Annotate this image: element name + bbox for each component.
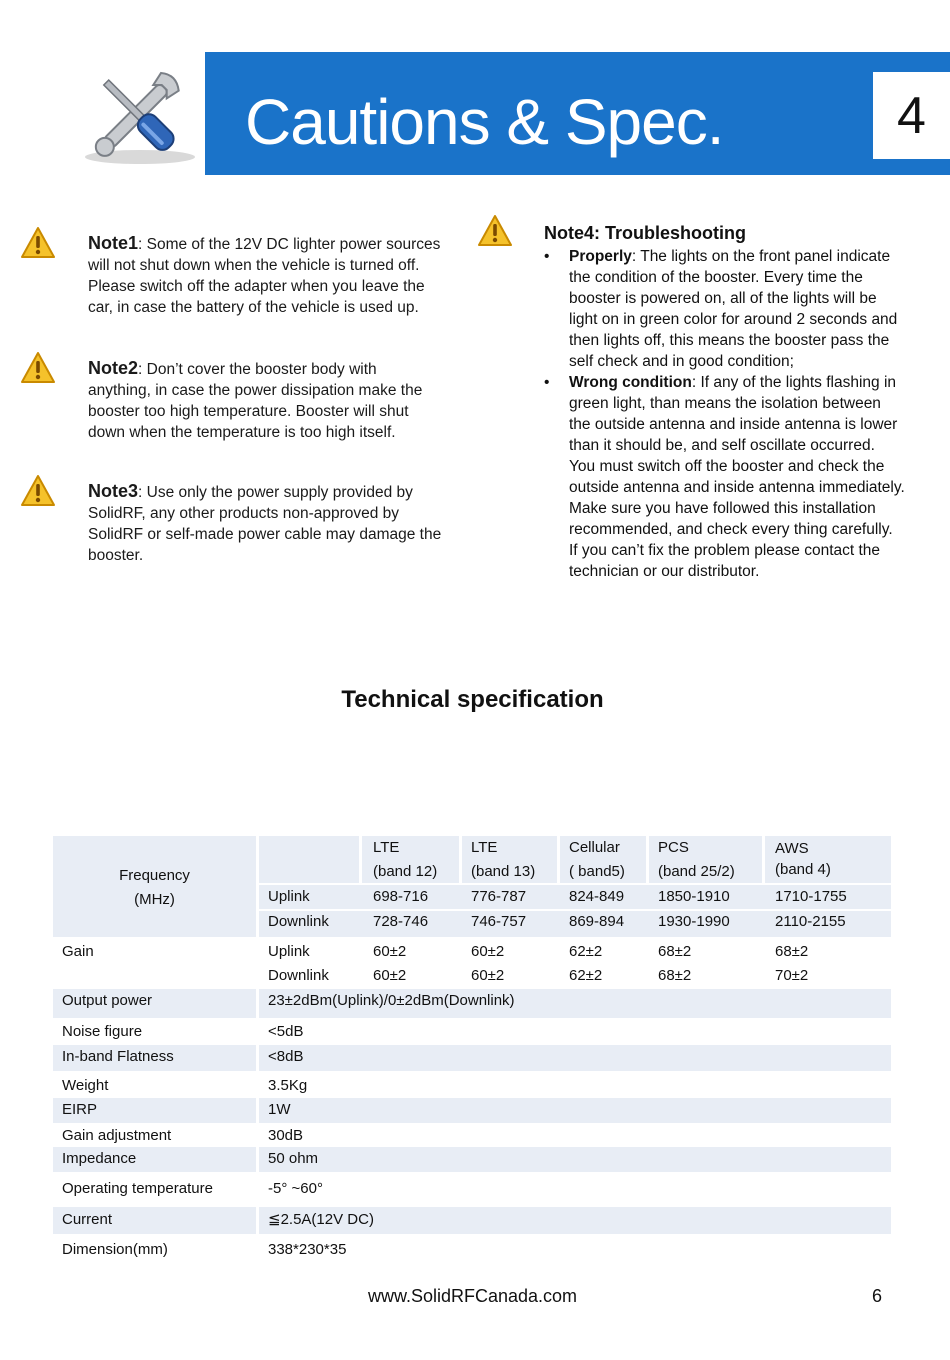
gain-value: 68±2 — [775, 943, 809, 960]
band-name: LTE — [373, 839, 400, 856]
note-line: SolidRF, any other products non-approved by — [88, 505, 400, 522]
note-line: booster too high temperature. Booster will shut — [88, 403, 409, 420]
note-line: Please switch off the adapter when you leave the — [88, 278, 425, 295]
note-text: : Don’t cover the booster body with — [138, 361, 377, 378]
page-number: 6 — [872, 1286, 883, 1306]
note-line: will not shut down when the vehicle is turned off. — [88, 257, 420, 274]
downlink-label: Downlink — [268, 913, 329, 930]
band-number: ( band5) — [569, 863, 625, 880]
bullet-line: green light, than means the isolation between — [569, 395, 881, 412]
band-number: (band 25/2) — [658, 863, 735, 880]
spec-value: <5dB — [268, 1023, 304, 1040]
spec-value: 30dB — [268, 1127, 304, 1144]
row-shade — [259, 1098, 891, 1123]
note-line: car, in case the battery of the vehicle is used up. — [88, 299, 419, 316]
bullet-line: the condition of the booster. Every time the — [569, 269, 863, 286]
bullet-line: outside antenna and inside antenna immediately. — [569, 479, 905, 496]
spec-label: Gain adjustment — [62, 1127, 172, 1144]
downlink-label: Downlink — [268, 967, 329, 984]
gain-value: 60±2 — [471, 967, 505, 984]
uplink-label: Uplink — [268, 888, 310, 905]
bullet-line: recommended, and check every thing carefully. — [569, 521, 893, 538]
spec-value: 23±2dBm(Uplink)/0±2dBm(Downlink) — [268, 992, 515, 1009]
bullet-line: Make sure you have followed this installation — [569, 500, 876, 517]
row-shade — [259, 1045, 891, 1071]
bullet-text: : If any of the lights flashing in — [691, 374, 897, 391]
spec-label: Output power — [62, 992, 153, 1009]
note-label: Note1 — [88, 233, 139, 253]
note-line: anything, in case the power dissipation make the — [88, 382, 423, 399]
bullet-icon: • — [544, 374, 550, 391]
spec-label: Dimension(mm) — [62, 1241, 168, 1258]
bullet-label: Wrong condition — [569, 374, 692, 391]
bullet-line: self check and in good condition; — [569, 353, 794, 370]
gain-value: 70±2 — [775, 967, 809, 984]
note-line: SolidRF or self-made power cable may damage the — [88, 526, 442, 543]
chapter-number: 4 — [897, 87, 926, 145]
spec-value: 3.5Kg — [268, 1077, 308, 1094]
gain-value: 68±2 — [658, 967, 692, 984]
downlink-freq: 1930-1990 — [658, 913, 730, 930]
page-title: Cautions & Spec. — [245, 86, 724, 158]
bullet-line: booster is powered on, all of the lights will be — [569, 290, 877, 307]
band-number: (band 12) — [373, 863, 438, 880]
row-shade — [259, 1147, 891, 1172]
uplink-freq: 776-787 — [471, 888, 527, 905]
spec-label: In-band Flatness — [62, 1048, 174, 1065]
downlink-freq: 728-746 — [373, 913, 429, 930]
spec-value: -5° ~60° — [268, 1180, 323, 1197]
note-label: Note2 — [88, 358, 139, 378]
band-name: LTE — [471, 839, 498, 856]
spec-value: 338*230*35 — [268, 1241, 347, 1258]
band-name: Cellular — [569, 839, 620, 856]
gain-value: 62±2 — [569, 943, 603, 960]
bullet-line: light on in green color for around 2 seconds and — [569, 311, 898, 328]
uplink-freq: 1710-1755 — [775, 888, 847, 905]
uplink-freq: 698-716 — [373, 888, 429, 905]
spec-label: Current — [62, 1211, 113, 1228]
spec-label: Operating temperature — [62, 1180, 213, 1197]
uplink-label: Uplink — [268, 943, 310, 960]
gain-value: 60±2 — [373, 967, 407, 984]
gain-label: Gain — [62, 943, 94, 960]
spec-value: 1W — [268, 1101, 291, 1118]
bullet-label: Properly — [569, 248, 632, 265]
spec-label: Impedance — [62, 1150, 137, 1167]
spec-label: Noise figure — [62, 1023, 143, 1040]
note-text: : Use only the power supply provided by — [138, 484, 413, 501]
band-name: PCS — [658, 839, 689, 856]
spec-label: Weight — [62, 1077, 109, 1094]
bullet-line: technician or our distributor. — [569, 563, 760, 580]
section-title: Technical specification — [341, 686, 604, 713]
band-number: (band 4) — [775, 861, 831, 878]
spec-value: ≦2.5A(12V DC) — [268, 1211, 374, 1228]
gain-value: 62±2 — [569, 967, 603, 984]
gain-value: 68±2 — [658, 943, 692, 960]
note-line: down when the temperature is too high itself. — [88, 424, 396, 441]
spec-value: 50 ohm — [268, 1150, 319, 1167]
gain-value: 60±2 — [373, 943, 407, 960]
note-text: : Some of the 12V DC lighter power sources — [138, 236, 441, 253]
bullet-line: the outside antenna and inside antenna is lower — [569, 416, 898, 433]
footer-url[interactable]: www.SolidRFCanada.com — [367, 1286, 578, 1306]
downlink-freq: 746-757 — [471, 913, 527, 930]
header-blank-cell — [259, 836, 359, 883]
band-name: AWS — [775, 840, 809, 857]
bullet-line: You must switch off the booster and check the — [569, 458, 885, 475]
bullet-line: than it should be, and self oscillate occurred. — [569, 437, 875, 454]
spec-value: <8dB — [268, 1048, 304, 1065]
bullet-icon: • — [544, 248, 550, 265]
note-4-title: Note4: Troubleshooting — [544, 223, 746, 243]
downlink-freq: 2110-2155 — [775, 913, 846, 930]
frequency-label: Frequency — [119, 867, 190, 884]
spec-label: EIRP — [62, 1101, 98, 1118]
note-line: booster. — [88, 547, 144, 564]
note-label: Note3 — [88, 481, 139, 501]
frequency-unit: (MHz) — [134, 891, 175, 908]
downlink-freq: 869-894 — [569, 913, 625, 930]
bullet-line: then lights off, this means the booster pass the — [569, 332, 890, 349]
bullet-text: : The lights on the front panel indicate — [631, 248, 891, 265]
uplink-freq: 824-849 — [569, 888, 625, 905]
gain-value: 60±2 — [471, 943, 505, 960]
bullet-line: If you can’t fix the problem please contact the — [569, 542, 881, 559]
band-number: (band 13) — [471, 863, 536, 880]
uplink-freq: 1850-1910 — [658, 888, 730, 905]
